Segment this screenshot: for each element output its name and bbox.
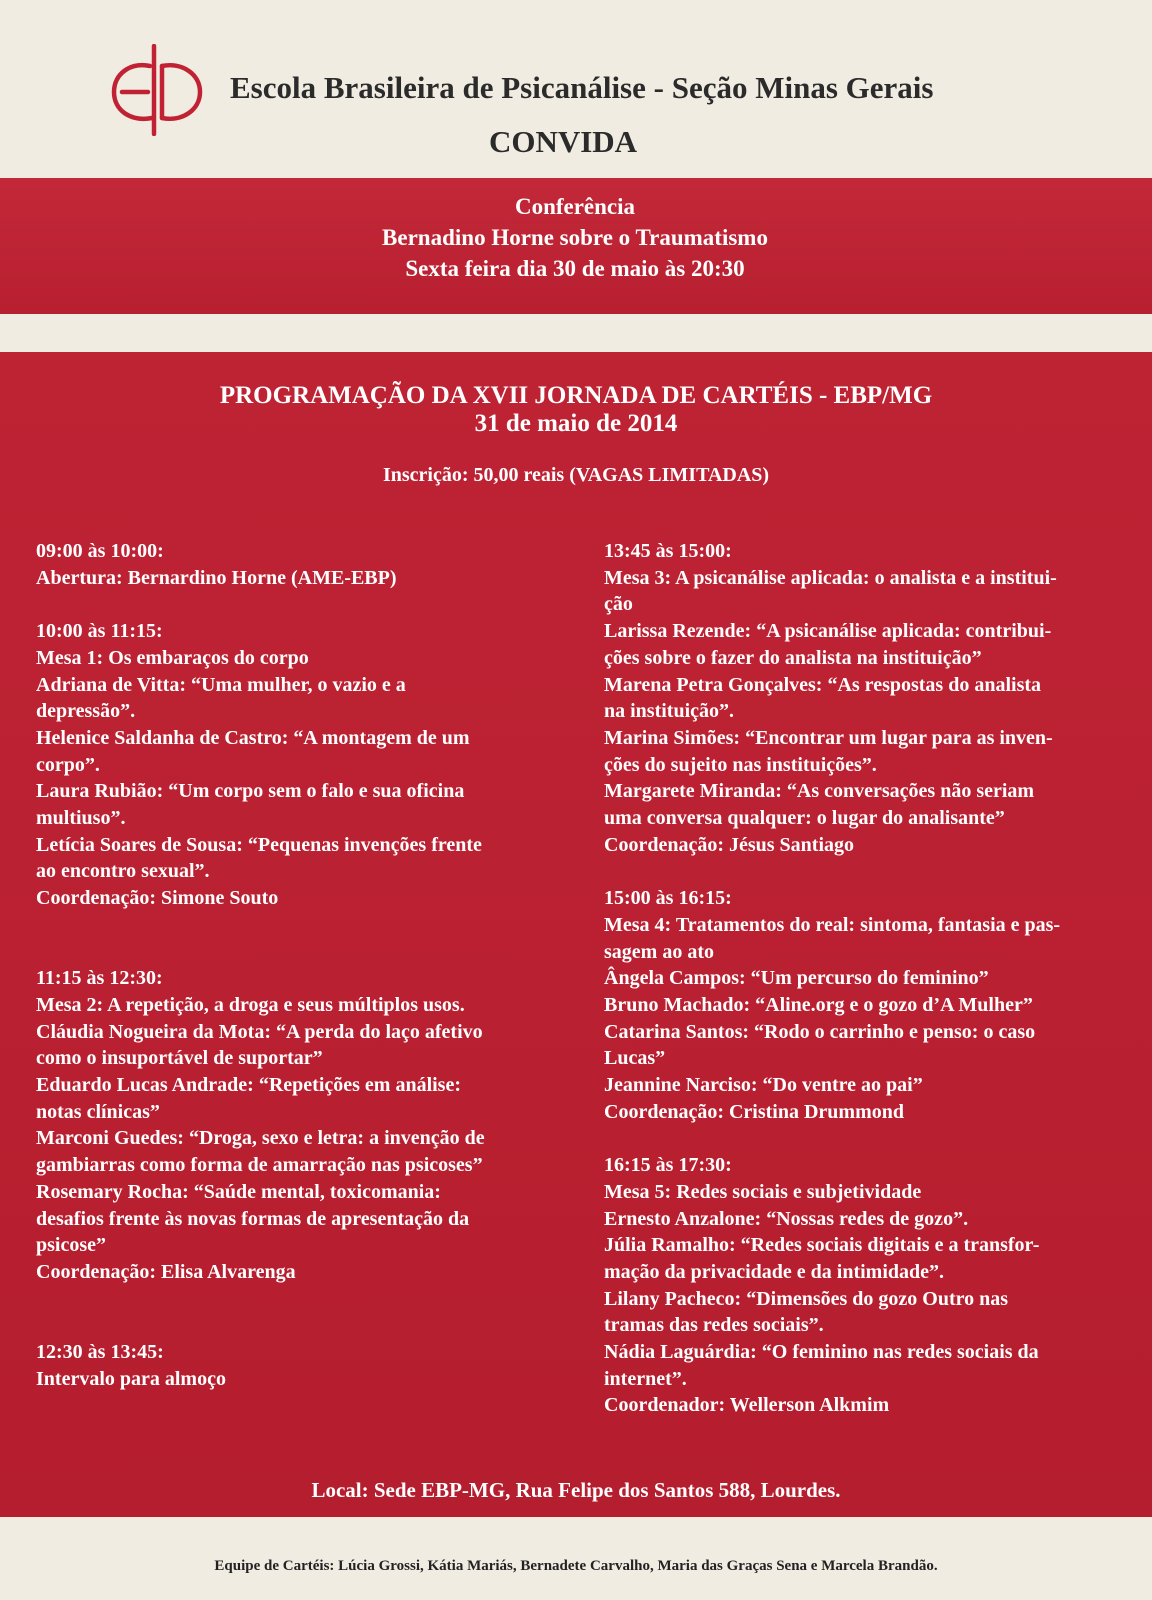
session-title: ção xyxy=(604,593,633,616)
schedule-line: Jeannine Narciso: “Do ventre ao pai” xyxy=(604,1074,923,1097)
schedule-line: Eduardo Lucas Andrade: “Repetições em análise: xyxy=(36,1074,461,1097)
conference-label: Conferência xyxy=(514,194,636,219)
schedule-line: Marena Petra Gonçalves: “As respostas do analista xyxy=(604,673,1042,696)
session-title: Mesa 4: Tratamentos do real: sintoma, fantasia e pas- xyxy=(604,913,1061,936)
schedule-block xyxy=(36,965,556,1285)
schedule-block xyxy=(36,538,556,591)
schedule-line: Adriana de Vitta: “Uma mulher, o vazio e a xyxy=(36,673,406,696)
schedule-line: Catarina Santos: “Rodo o carrinho e penso: o caso xyxy=(604,1020,1036,1043)
invite-heading: CONVIDA xyxy=(488,124,638,159)
schedule-line: como o insuportável de suportar” xyxy=(36,1047,323,1070)
schedule-line: Rosemary Rocha: “Saúde mental, toxicomania: xyxy=(36,1180,441,1203)
schedule-line: Ângela Campos: “Um percurso do feminino” xyxy=(604,967,989,990)
schedule-line: mação da privacidade e da intimidade”. xyxy=(604,1260,945,1283)
schedule-line: Cláudia Nogueira da Mota: “A perda do laço afetivo xyxy=(36,1020,483,1043)
schedule-line: notas clínicas” xyxy=(36,1100,160,1123)
coordination-line: Coordenação: Simone Souto xyxy=(36,887,279,910)
schedule-line: Marconi Guedes: “Droga, sexo e letra: a invenção de xyxy=(36,1127,485,1150)
program-title: PROGRAMAÇÃO DA XVII JORNADA DE CARTÉIS - EBP/MG xyxy=(219,382,933,409)
schedule-line: depressão”. xyxy=(36,700,136,723)
schedule-line: corpo”. xyxy=(36,753,100,776)
time-slot: 16:15 às 17:30: xyxy=(604,1154,732,1177)
schedule-left-column xyxy=(36,538,556,1392)
schedule-line: Margarete Miranda: “As conversações não seriam xyxy=(604,780,1035,803)
header xyxy=(0,0,1152,178)
schedule-line: Nádia Laguárdia: “O feminino nas redes sociais da xyxy=(604,1341,1039,1364)
coordination-line: Coordenação: Cristina Drummond xyxy=(604,1100,904,1123)
schedule-line: ções do sujeito nas instituições”. xyxy=(604,753,877,776)
coordination-line: Coordenação: Elisa Alvarenga xyxy=(36,1260,296,1283)
schedule-line: Laura Rubião: “Um corpo sem o falo e sua oficina xyxy=(36,780,465,803)
schedule-line: multiuso”. xyxy=(36,807,126,830)
session-title: Mesa 1: Os embaraços do corpo xyxy=(36,646,309,669)
schedule-line: psicose” xyxy=(36,1234,106,1257)
conference-band xyxy=(0,178,1152,314)
schedule-line: Helenice Saldanha de Castro: “A montagem de um xyxy=(36,726,470,749)
schedule-line: Bruno Machado: “Aline.org e o gozo d’A Mulher” xyxy=(604,993,1033,1016)
schedule-line: ções sobre o fazer do analista na instituição” xyxy=(604,646,982,669)
schedule-right-column xyxy=(604,538,1119,1419)
schedule-line: Letícia Soares de Sousa: “Pequenas invenções frente xyxy=(36,833,482,856)
schedule-line: tramas das redes sociais”. xyxy=(604,1314,824,1337)
time-slot: 09:00 às 10:00: xyxy=(36,540,164,562)
ebp-logo xyxy=(108,44,206,136)
schedule-line: ao encontro sexual”. xyxy=(36,860,210,883)
schedule-line: Ernesto Anzalone: “Nossas redes de gozo”. xyxy=(604,1207,969,1230)
program-panel xyxy=(0,352,1152,1517)
schedule-line: na instituição”. xyxy=(604,700,735,723)
team-credits: Equipe de Cartéis: Lúcia Grossi, Kátia Mariás, Bernadete Carvalho, Maria das Graças Sena e Marcela Brandão. xyxy=(214,1558,938,1574)
time-slot: 10:00 às 11:15: xyxy=(36,620,163,643)
schedule-line: Lucas” xyxy=(604,1047,666,1070)
time-slot: 15:00 às 16:15: xyxy=(604,887,732,910)
conference-date: Sexta feira dia 30 de maio às 20:30 xyxy=(405,256,745,281)
schedule-block xyxy=(604,1152,1119,1419)
time-slot: 11:15 às 12:30: xyxy=(36,967,163,990)
time-slot: 12:30 às 13:45: xyxy=(36,1341,164,1364)
schedule-line: desafios frente às novas formas de apresentação da xyxy=(36,1207,470,1230)
schedule-block xyxy=(604,538,1119,858)
schedule-line: uma conversa qualquer: o lugar do analisante” xyxy=(604,807,1005,830)
schedule-block xyxy=(604,885,1119,1125)
registration-info: Inscrição: 50,00 reais (VAGAS LIMITADAS) xyxy=(382,464,770,486)
session-title: Mesa 3: A psicanálise aplicada: o analista e a institui- xyxy=(604,566,1057,589)
session-title: Mesa 2: A repetição, a droga e seus múltiplos usos. xyxy=(36,993,465,1016)
schedule-line: Marina Simões: “Encontrar um lugar para as inven- xyxy=(604,726,1053,749)
session-title: Mesa 5: Redes sociais e subjetividade xyxy=(604,1180,922,1203)
coordination-line: Coordenação: Jésus Santiago xyxy=(604,833,855,856)
schedule-block xyxy=(36,618,556,912)
schedule-line: gambiarras como forma de amarração nas psicoses” xyxy=(36,1154,483,1177)
schedule-line: Lilany Pacheco: “Dimensões do gozo Outro nas xyxy=(604,1287,1009,1310)
schedule-line: Intervalo para almoço xyxy=(36,1367,226,1390)
schedule-line: internet”. xyxy=(604,1367,687,1390)
schedule-block xyxy=(36,1339,556,1392)
schedule-line: Júlia Ramalho: “Redes sociais digitais e a transfor- xyxy=(604,1234,1040,1257)
venue-address: Local: Sede EBP-MG, Rua Felipe dos Santos 588, Lourdes. xyxy=(311,1478,841,1502)
org-name: Escola Brasileira de Psicanálise - Seção Minas Gerais xyxy=(230,70,934,105)
schedule-line: Abertura: Bernardino Horne (AME-EBP) xyxy=(36,566,397,589)
conference-speaker: Bernadino Horne sobre o Traumatismo xyxy=(382,225,768,250)
program-date: 31 de maio de 2014 xyxy=(474,410,678,437)
session-title: sagem ao ato xyxy=(604,940,714,963)
schedule-line: Larissa Rezende: “A psicanálise aplicada: contribui- xyxy=(604,620,1052,643)
time-slot: 13:45 às 15:00: xyxy=(604,540,732,562)
coordination-line: Coordenador: Wellerson Alkmim xyxy=(604,1394,890,1417)
